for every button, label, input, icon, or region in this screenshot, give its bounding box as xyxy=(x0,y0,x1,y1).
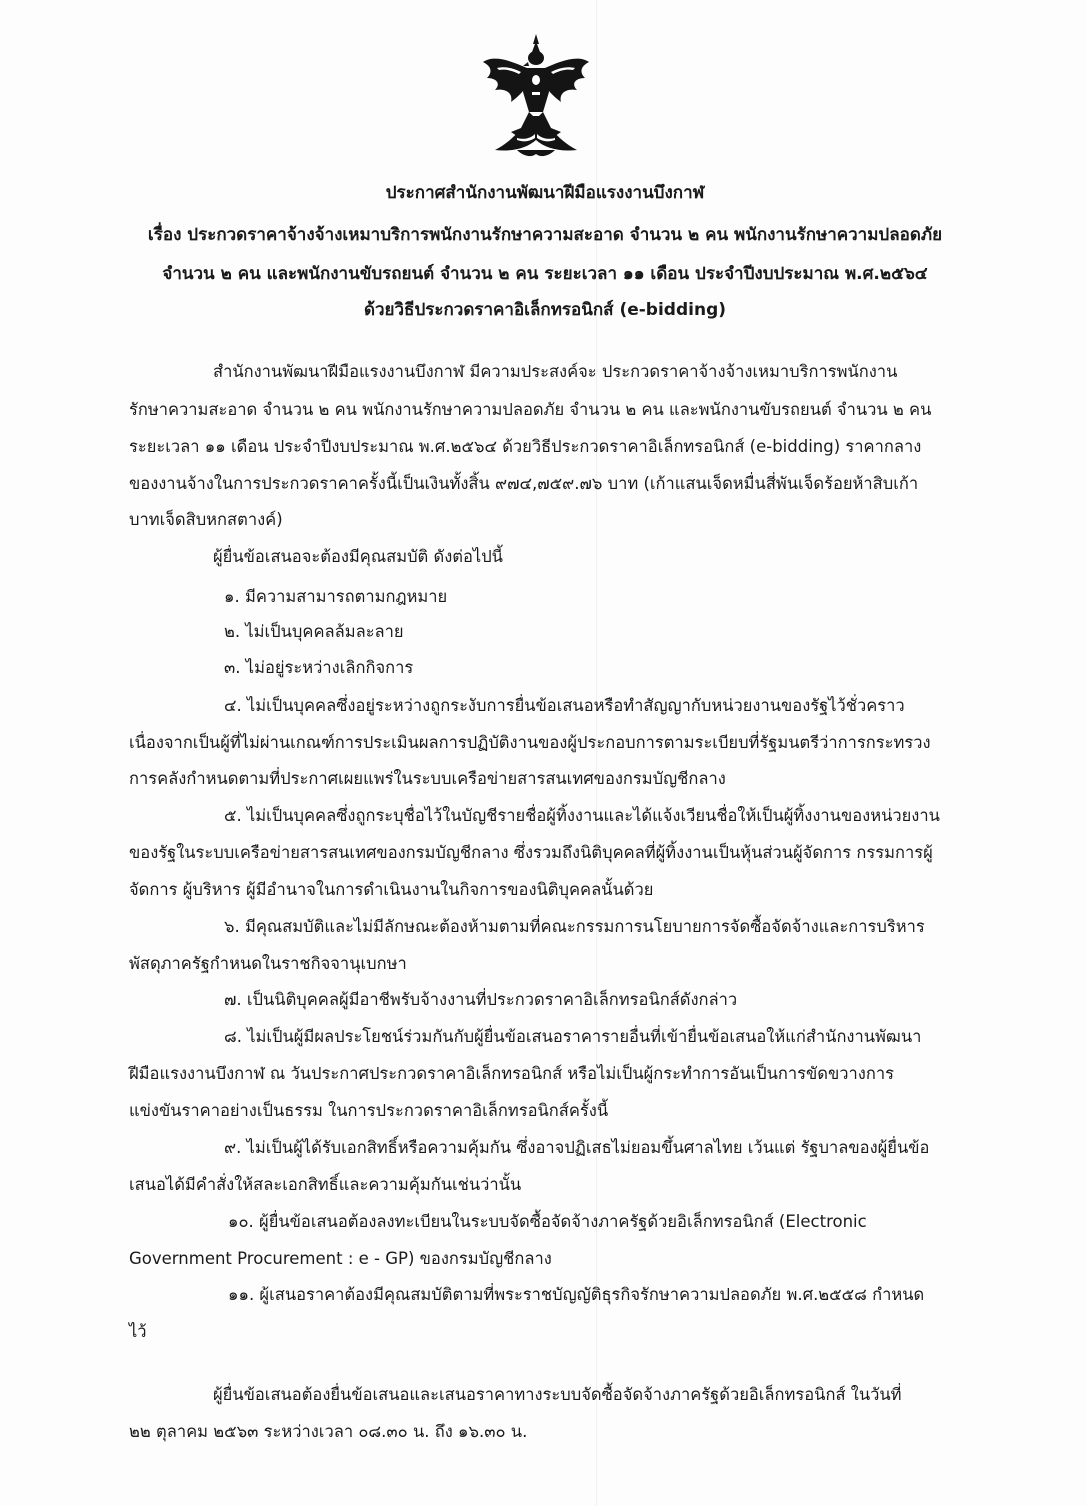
qualifications-intro: ผู้ยื่นข้อเสนอจะต้องมีคุณสมบัติ ดังต่อไปนี้ xyxy=(213,547,503,566)
body-line: ฝีมือแรงงานบึงกาฬ ณ วันประกาศประกวดราคาอิเล็กทรอนิกส์ หรือไม่เป็นผู้กระทำการอันเป็นการขัดขวางการ xyxy=(129,1064,894,1083)
qualification-item: ๑๐. ผู้ยื่นข้อเสนอต้องลงทะเบียนในระบบจัดซื้อจัดจ้างภาครัฐด้วยอิเล็กทรอนิกส์ (Electronic xyxy=(228,1212,867,1231)
qualification-item: ๓. ไม่อยู่ระหว่างเลิกกิจการ xyxy=(224,658,414,677)
submission-paragraph: ผู้ยื่นข้อเสนอต้องยื่นข้อเสนอและเสนอราคาทางระบบจัดซื้อจัดจ้างภาครัฐด้วยอิเล็กทรอนิกส์ ในวันที่ xyxy=(213,1385,902,1404)
body-line: พัสดุภาครัฐกำหนดในราชกิจจานุเบกษา xyxy=(129,954,407,973)
qualification-item: ๙. ไม่เป็นผู้ได้รับเอกสิทธิ์หรือความคุ้มกัน ซึ่งอาจปฏิเสธไม่ยอมขึ้นศาลไทย เว้นแต่ รัฐบาลของผู้ยื่นข้อ xyxy=(224,1138,930,1157)
body-line: เนื่องจากเป็นผู้ที่ไม่ผ่านเกณฑ์การประเมินผลการปฏิบัติงานของผู้ประกอบการตามระเบียบที่รัฐมนตรีว่าการกระทรวง xyxy=(129,733,931,752)
qualification-item: ๔. ไม่เป็นบุคคลซึ่งอยู่ระหว่างถูกระงับการยื่นข้อเสนอหรือทำสัญญากับหน่วยงานของรัฐไว้ชั่วคราว xyxy=(224,696,905,715)
qualification-item: ๕. ไม่เป็นบุคคลซึ่งถูกระบุชื่อไว้ในบัญชีรายชื่อผู้ทิ้งงานและได้แจ้งเวียนชื่อให้เป็นผู้ทิ้งงานของหน่วยงาน xyxy=(224,806,940,825)
body-line: ของงานจ้างในการประกวดราคาครั้งนี้เป็นเงินทั้งสิ้น ๙๗๔,๗๕๙.๗๖ บาท (เก้าแสนเจ็ดหมื่นสี่พันเจ็ดร้อยห้าสิบเก้า xyxy=(129,474,919,493)
body-line: สำนักงานพัฒนาฝีมือแรงงานบึงกาฬ มีความประสงค์จะ ประกวดราคาจ้างจ้างเหมาบริการพนักงาน xyxy=(213,362,898,381)
qualification-item: ๘. ไม่เป็นผู้มีผลประโยชน์ร่วมกันกับผู้ยื่นข้อเสนอราคารายอื่นที่เข้ายื่นข้อเสนอให้แก่สำนักงานพัฒนา xyxy=(224,1027,922,1046)
garuda-emblem-icon xyxy=(477,32,595,160)
qualification-item: ๖. มีคุณสมบัติและไม่มีลักษณะต้องห้ามตามที่คณะกรรมการนโยบายการจัดซื้อจัดจ้างและการบริหาร xyxy=(224,917,925,936)
submission-date: ๒๒ ตุลาคม ๒๕๖๓ ระหว่างเวลา ๐๘.๓๐ น. ถึง ๑๖.๓๐ น. xyxy=(129,1422,528,1441)
body-line: จัดการ ผู้บริหาร ผู้มีอำนาจในการดำเนินงานในกิจการของนิติบุคคลนั้นด้วย xyxy=(129,880,654,899)
body-line: ระยะเวลา ๑๑ เดือน ประจำปีงบประมาณ พ.ศ.๒๕๖๔ ด้วยวิธีประกวดราคาอิเล็กทรอนิกส์ (e-bidding) ราคากลาง xyxy=(129,437,922,456)
body-line: แข่งขันราคาอย่างเป็นธรรม ในการประกวดราคาอิเล็กทรอนิกส์ครั้งนี้ xyxy=(129,1101,609,1120)
subject-line-2: จำนวน ๒ คน และพนักงานขับรถยนต์ จำนวน ๒ คน ระยะเวลา ๑๑ เดือน ประจำปีงบประมาณ พ.ศ.๒๕๖๔ xyxy=(162,264,928,284)
subject-line-1: เรื่อง ประกวดราคาจ้างจ้างเหมาบริการพนักงานรักษาความสะอาด จำนวน ๒ คน พนักงานรักษาความปลอดภัย xyxy=(147,225,943,245)
subject-line-3: ด้วยวิธีประกวดราคาอิเล็กทรอนิกส์ (e-bidding) xyxy=(363,300,727,320)
body-line: รักษาความสะอาด จำนวน ๒ คน พนักงานรักษาความปลอดภัย จำนวน ๒ คน และพนักงานขับรถยนต์ จำนวน ๒ คน xyxy=(129,400,932,419)
body-line: ไว้ xyxy=(129,1322,147,1341)
body-line: Government Procurement : e - GP) ของกรมบัญชีกลาง xyxy=(129,1249,552,1268)
body-line: การคลังกำหนดตามที่ประกาศเผยแพร่ในระบบเครือข่ายสารสนเทศของกรมบัญชีกลาง xyxy=(129,769,726,788)
qualification-item: ๑๑. ผู้เสนอราคาต้องมีคุณสมบัติตามที่พระราชบัญญัติธุรกิจรักษาความปลอดภัย พ.ศ.๒๕๕๘ กำหนด xyxy=(228,1285,925,1304)
announcement-title: ประกาศสำนักงานพัฒนาฝีมือแรงงานบึงกาฬ xyxy=(385,183,705,203)
qualification-item: ๗. เป็นนิติบุคคลผู้มีอาชีพรับจ้างงานที่ประกวดราคาอิเล็กทรอนิกส์ดังกล่าว xyxy=(224,990,738,1009)
qualification-item: ๑. มีความสามารถตามกฎหมาย xyxy=(224,587,448,606)
body-line: บาทเจ็ดสิบหกสตางค์) xyxy=(129,510,283,529)
body-line: ของรัฐในระบบเครือข่ายสารสนเทศของกรมบัญชีกลาง ซึ่งรวมถึงนิติบุคคลที่ผู้ทิ้งงานเป็นหุ้นส่วนผู้จัดการ กรรมการผู้ xyxy=(129,843,933,862)
body-line: เสนอได้มีคำสั่งให้สละเอกสิทธิ์และความคุ้มกันเช่นว่านั้น xyxy=(129,1175,522,1194)
qualification-item: ๒. ไม่เป็นบุคคลล้มละลาย xyxy=(224,622,404,641)
